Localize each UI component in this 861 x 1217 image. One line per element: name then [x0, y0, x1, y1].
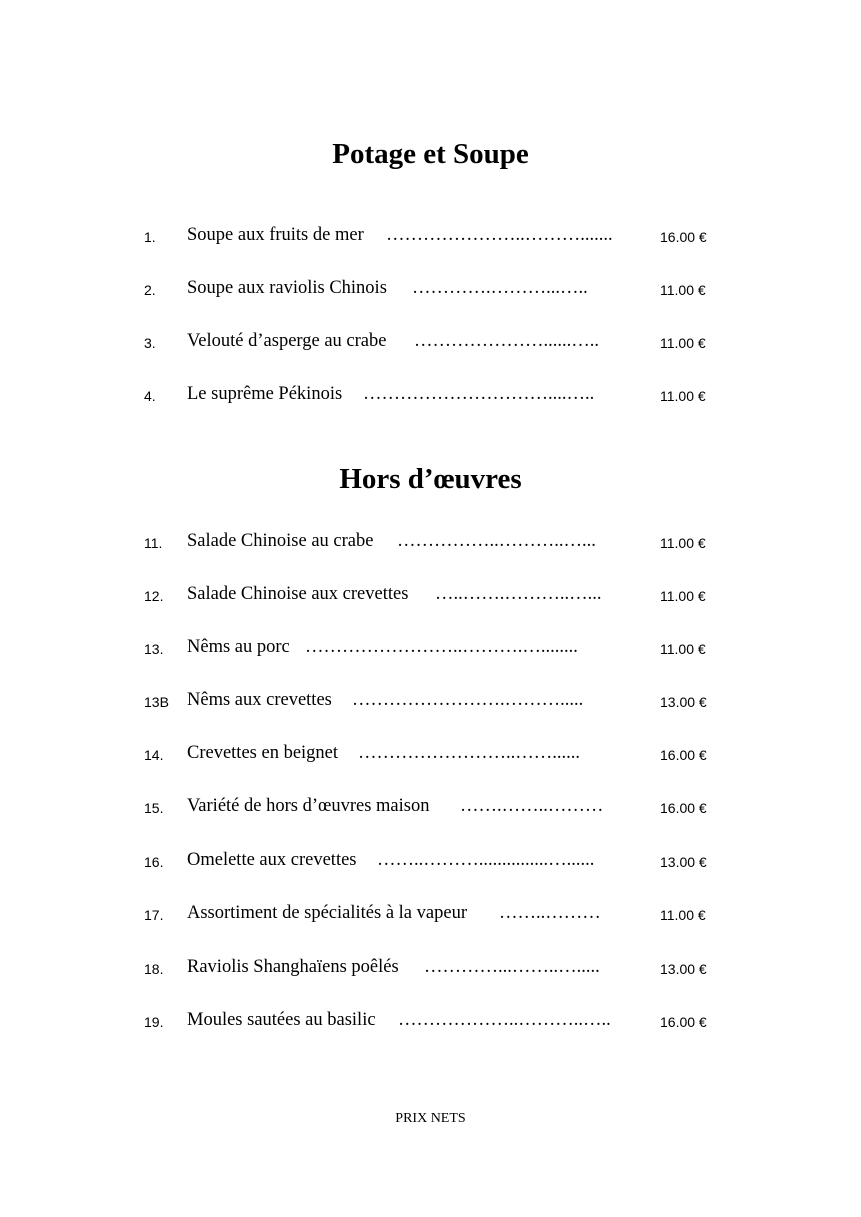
item-name: Raviolis Shanghaïens poêlés [187, 957, 399, 977]
item-leader-dots: ………………..………..….. [398, 1010, 611, 1030]
item-leader-dots: …………………………....….. [363, 384, 595, 404]
item-price: 16.00 € [660, 800, 707, 816]
menu-item [0, 223, 861, 247]
item-number: 12. [144, 588, 164, 604]
item-leader-dots: ……………………..……….…........ [305, 637, 578, 657]
item-name: Variété de hors d’œuvres maison [187, 796, 430, 816]
item-price: 13.00 € [660, 961, 707, 977]
menu-item [0, 382, 861, 406]
item-leader-dots: ……..………...............…...... [377, 850, 595, 870]
item-name: Nêms au porc [187, 637, 290, 657]
item-price: 11.00 € [660, 907, 706, 923]
menu-item [0, 955, 861, 979]
item-number: 15. [144, 800, 164, 816]
menu-item [0, 329, 861, 353]
menu-item [0, 794, 861, 818]
item-leader-dots: …….……..……… [460, 796, 604, 816]
item-name: Salade Chinoise aux crevettes [187, 584, 409, 604]
item-name: Omelette aux crevettes [187, 850, 357, 870]
item-price: 13.00 € [660, 854, 707, 870]
item-price: 16.00 € [660, 1014, 707, 1030]
item-number: 3. [144, 335, 156, 351]
item-price: 11.00 € [660, 282, 706, 298]
menu-item [0, 276, 861, 300]
section-title-potage: Potage et Soupe [332, 138, 529, 170]
item-number: 14. [144, 747, 164, 763]
item-number: 19. [144, 1014, 164, 1030]
item-name: Nêms aux crevettes [187, 690, 332, 710]
item-name: Moules sautées au basilic [187, 1010, 376, 1030]
item-number: 13. [144, 641, 164, 657]
item-number: 16. [144, 854, 164, 870]
item-leader-dots: ……………………..……...... [358, 743, 580, 763]
item-number: 18. [144, 961, 164, 977]
item-name: Soupe aux fruits de mer [187, 225, 364, 245]
item-leader-dots: ……..……… [499, 903, 601, 923]
item-number: 11. [144, 535, 163, 551]
item-name: Le suprême Pékinois [187, 384, 343, 404]
item-number: 4. [144, 388, 156, 404]
item-name: Assortiment de spécialités à la vapeur [187, 903, 467, 923]
item-name: Crevettes en beignet [187, 743, 339, 763]
item-number: 17. [144, 907, 164, 923]
item-price: 11.00 € [660, 335, 706, 351]
item-leader-dots: …………………….………..... [352, 690, 584, 710]
item-price: 11.00 € [660, 535, 706, 551]
menu-item [0, 529, 861, 553]
item-leader-dots: …………………..………....... [386, 225, 613, 245]
menu-item [0, 741, 861, 765]
item-price: 16.00 € [660, 747, 707, 763]
item-leader-dots: …………...……..…..... [424, 957, 600, 977]
item-leader-dots: ………….………...….. [412, 278, 588, 298]
menu-item [0, 901, 861, 925]
menu-item [0, 582, 861, 606]
item-number: 1. [144, 229, 156, 245]
item-price: 11.00 € [660, 388, 706, 404]
item-number: 13B [144, 694, 169, 710]
item-name: Velouté d’asperge au crabe [187, 331, 387, 351]
item-name: Soupe aux raviolis Chinois [187, 278, 387, 298]
section-title-hors-doeuvres: Hors d’œuvres [339, 463, 522, 495]
item-leader-dots: …………………......….. [414, 331, 599, 351]
item-price: 11.00 € [660, 641, 706, 657]
item-price: 11.00 € [660, 588, 706, 604]
item-price: 13.00 € [660, 694, 707, 710]
item-name: Salade Chinoise au crabe [187, 531, 374, 551]
item-leader-dots: …..…….………..…... [435, 584, 602, 604]
footer-prix-nets: PRIX NETS [395, 1111, 466, 1126]
menu-item [0, 635, 861, 659]
item-number: 2. [144, 282, 156, 298]
item-leader-dots: ……………..………..…... [397, 531, 596, 551]
menu-item [0, 1008, 861, 1032]
menu-item [0, 848, 861, 872]
item-price: 16.00 € [660, 229, 707, 245]
menu-item [0, 688, 861, 712]
